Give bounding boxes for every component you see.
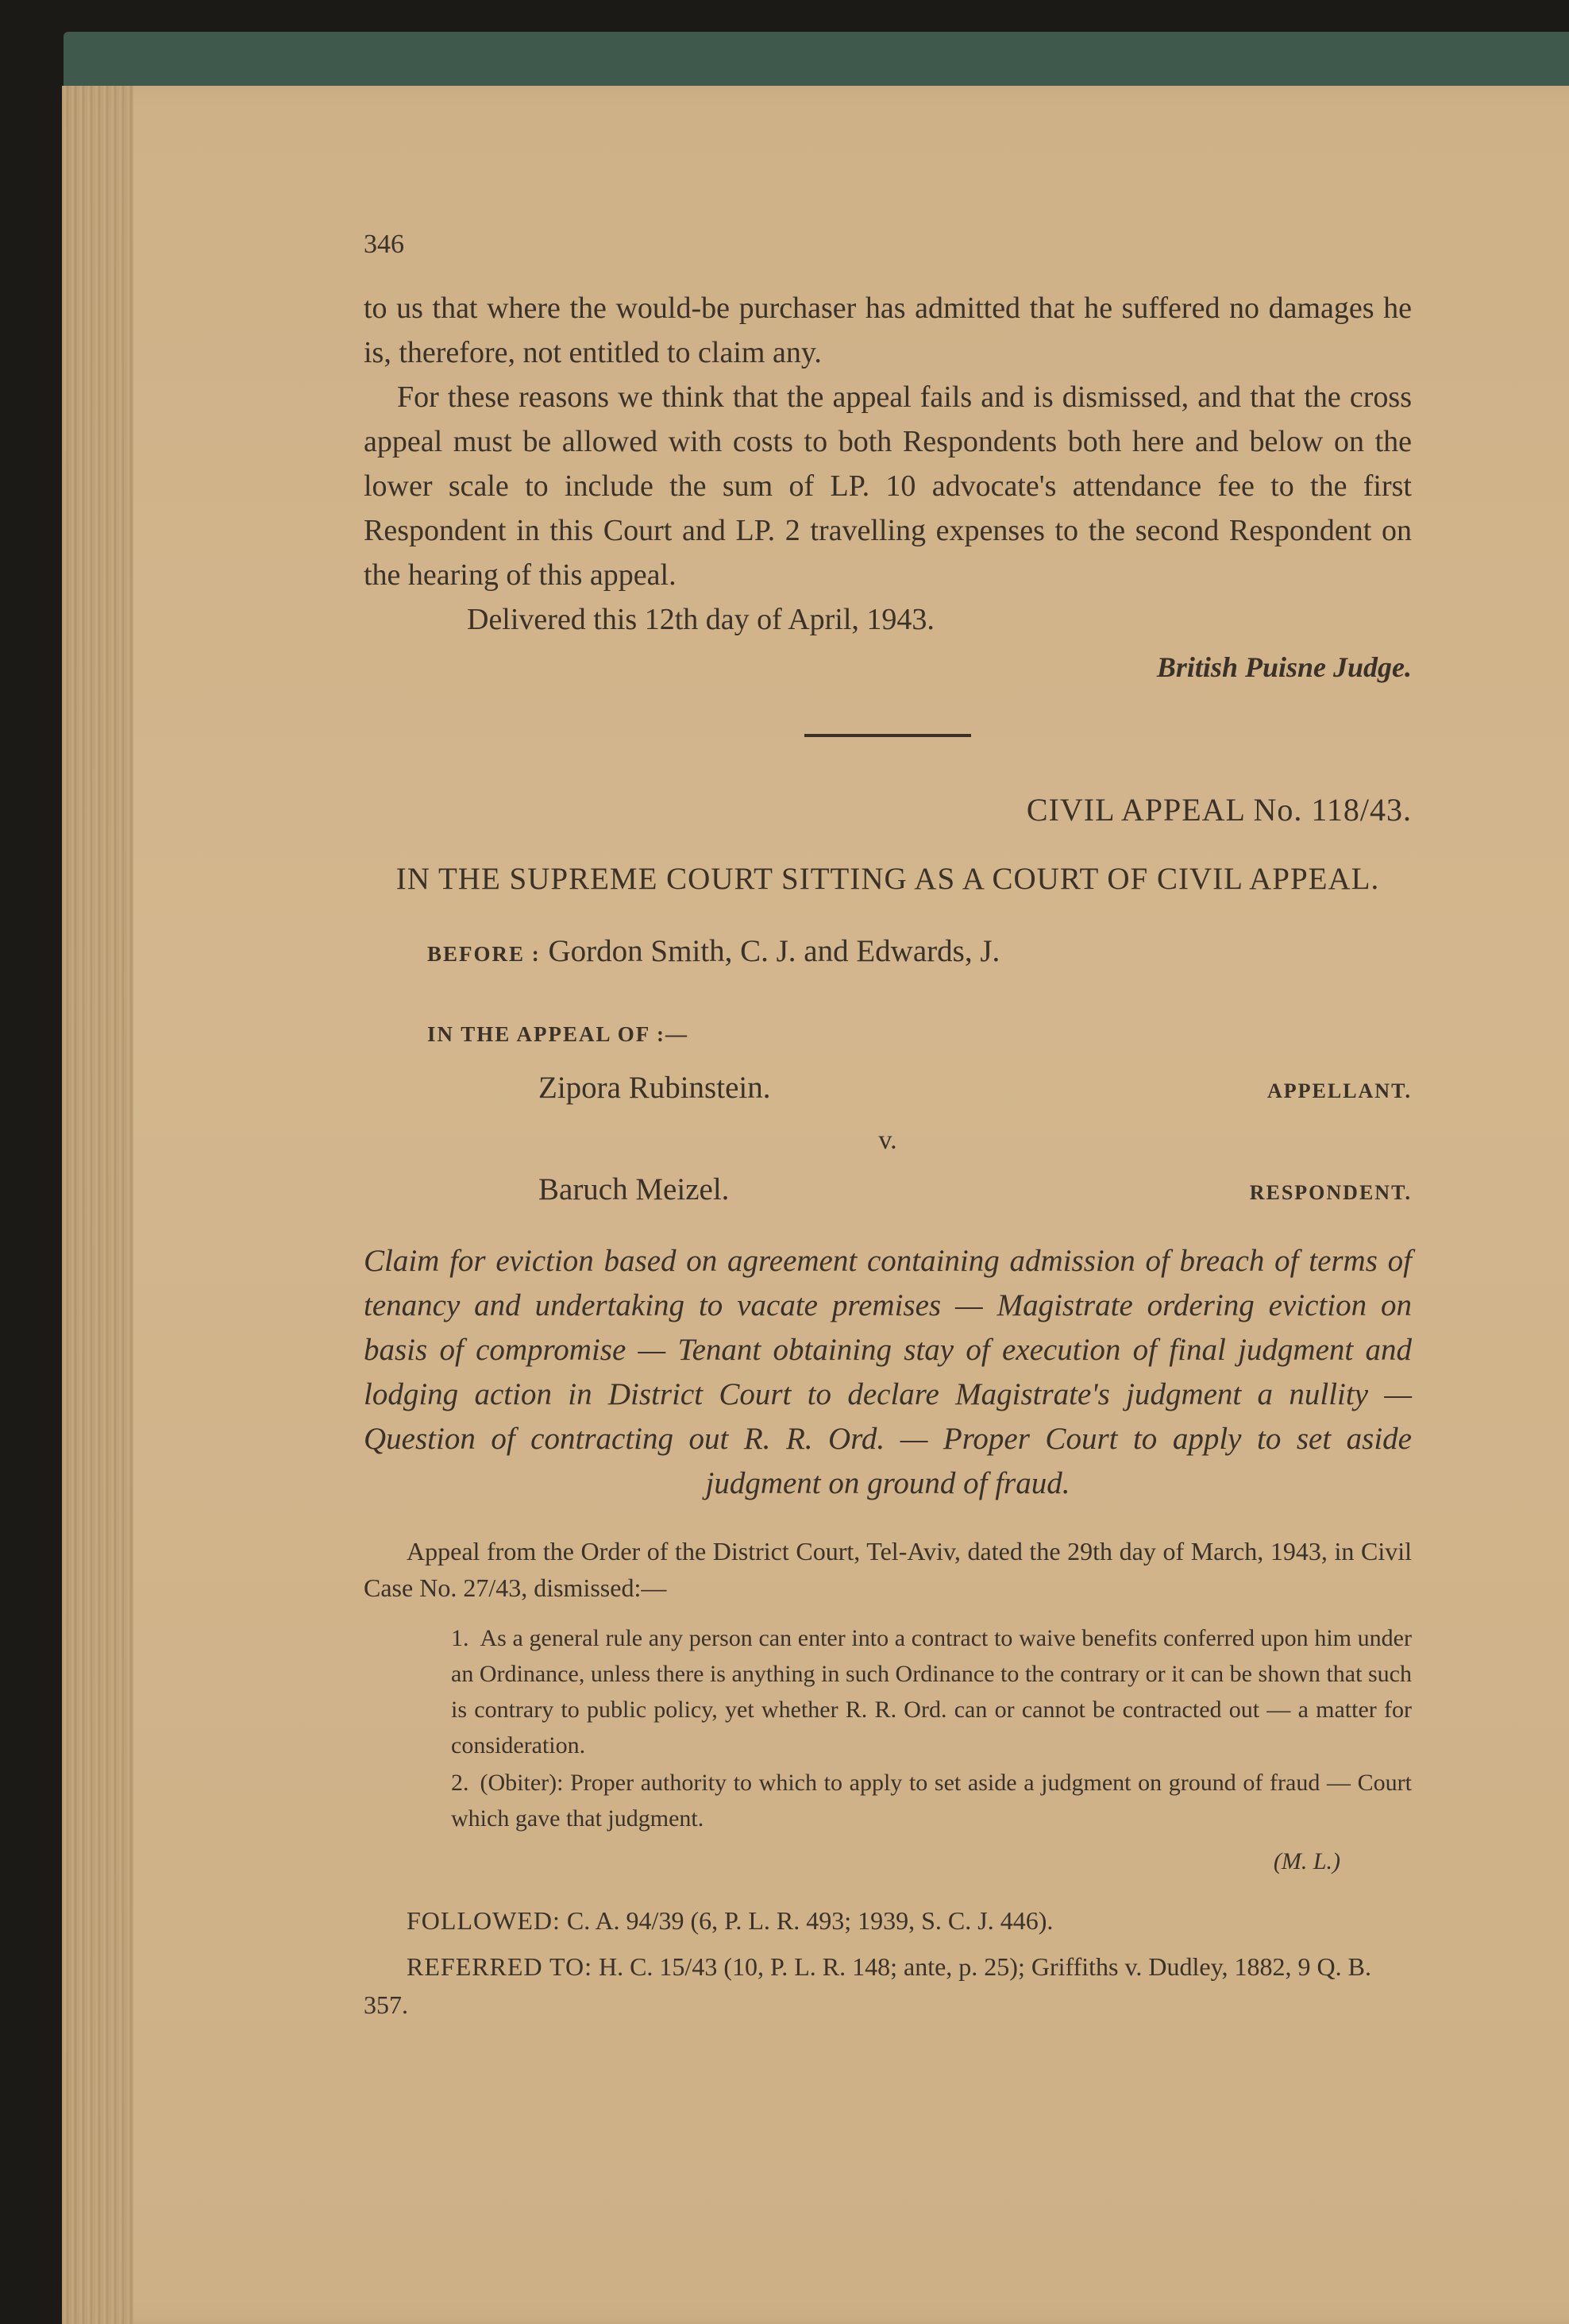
section-divider — [804, 734, 971, 737]
appeal-of — [427, 1010, 1412, 1056]
versus: v. — [878, 1125, 897, 1155]
followed-label: FOLLOWED: — [407, 1906, 561, 1935]
followed-citation — [364, 1901, 1412, 1940]
referred-citation — [364, 1948, 1412, 2024]
held-item — [364, 1765, 1412, 1836]
page-number: 346 — [364, 230, 404, 259]
bench — [427, 929, 1412, 976]
appeal-of-label: IN THE APPEAL OF :— — [427, 1022, 689, 1046]
respondent-name: Baruch Meizel. — [538, 1172, 730, 1206]
delivered-line: Delivered this 12th day of April, 1943. — [467, 603, 935, 636]
continuation-paragraph: to us that where the would-be purchaser has admitted that he suffered no damages he is, therefore, not entitled to claim any. — [364, 291, 1412, 369]
held-text: As a general rule any person can enter into a contract to waive benefits conferred upon him under an Ordinance, unless there is anything in such Ordinance to the contrary or it can be shown that such is contrary to public policy, yet whether R. R. Ord. can or cannot be contracted out — a matter for consideration. — [451, 1625, 1412, 1758]
page-content — [364, 222, 1412, 2024]
referred-text: H. C. 15/43 (10, P. L. R. 148; ante, p. 25); Griffiths v. Dudley, 1882, 9 Q. B. 357. — [364, 1952, 1371, 2019]
page-edges — [62, 86, 133, 2324]
headnote: Claim for eviction based on agreement containing admission of breach of terms of tenancy and undertaking to vacate premises — Magistrate ordering eviction on basis of compromise — Tenant obtaining stay of execution of final judgment and lodging action in District Court to declare Magistrate's judgment a nullity — Question of contracting out R. R. Ord. — Proper Court to apply to set aside judgment on ground of fraud. — [364, 1244, 1412, 1500]
appellant-name: Zipora Rubinstein. — [538, 1071, 771, 1105]
before-label: BEFORE : — [427, 942, 541, 966]
case-number: CIVIL APPEAL No. 118/43. — [1026, 792, 1412, 828]
respondent-row — [364, 1168, 1412, 1215]
appeal-from: Appeal from the Order of the District Court, Tel-Aviv, dated the 29th day of March, 1943, in Civil Case No. 27/43, dismissed:— — [364, 1537, 1412, 1602]
respondent-role: RESPONDENT. — [1249, 1181, 1412, 1204]
held-text: (Obiter): Proper authority to which to apply to set aside a judgment on ground of fraud — Court which gave that judgment. — [451, 1770, 1412, 1832]
appellant-row — [364, 1066, 1412, 1114]
judges: Gordon Smith, C. J. and Edwards, J. — [548, 934, 1000, 968]
held-number: 1. — [451, 1625, 469, 1651]
appellant-role: APPELLANT. — [1266, 1079, 1412, 1102]
held-item — [364, 1620, 1412, 1763]
reporter-initials: (M. L.) — [1273, 1848, 1340, 1874]
held-number: 2. — [451, 1770, 469, 1796]
judge-signature: British Puisne Judge. — [1156, 651, 1412, 683]
referred-label: REFERRED TO: — [407, 1952, 592, 1981]
followed-text: C. A. 94/39 (6, P. L. R. 493; 1939, S. C. J. 446). — [566, 1906, 1054, 1935]
reasons-paragraph: For these reasons we think that the appeal fails and is dismissed, and that the cross appeal must be allowed with costs to both Respondents both here and below on the lower scale to include the sum of LP. 10 advocate's attendance fee to the first Respondent in this Court and LP. 2 travelling expenses to the second Respondent on the hearing of this appeal. — [364, 380, 1412, 592]
court-title: IN THE SUPREME COURT SITTING AS A COURT OF CIVIL APPEAL. — [395, 862, 1380, 896]
